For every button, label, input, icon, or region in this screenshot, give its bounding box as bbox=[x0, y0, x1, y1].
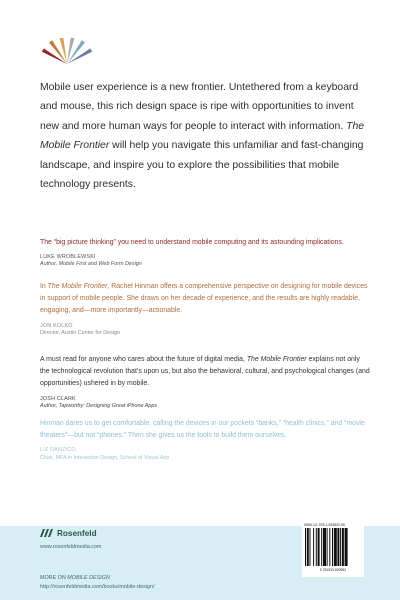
publisher-name: Rosenfeld bbox=[57, 528, 97, 538]
quote-author: LUKE WROBLEWSKI bbox=[40, 254, 96, 261]
intro-paragraph: Mobile user experience is a new frontier. Untethered from a keyboard and mouse, this rich design space is ripe with opportunities to invent new and more human ways for people to interact with information. The Mobile Frontier will help you navigate this unfamiliar and fast-changing landscape, and inspire you to explore the possibilities that mobile technology presents. bbox=[40, 82, 365, 191]
barcode-icon bbox=[305, 528, 361, 566]
publisher-brand bbox=[40, 528, 97, 538]
barcode-bar bbox=[323, 528, 326, 566]
book-url[interactable]: http://rosenfeldmedia.com/books/mobile-design/ bbox=[40, 584, 155, 590]
quote-jon-kolko bbox=[40, 281, 370, 337]
barcode-bar bbox=[345, 528, 348, 566]
isbn-text: ISBN-13: 978-1-933820-55 bbox=[304, 523, 345, 527]
barcode-bar bbox=[307, 528, 309, 566]
quote-liz-danzico bbox=[40, 418, 370, 462]
quote-josh-clark bbox=[40, 354, 370, 410]
isbn-barcode bbox=[302, 521, 364, 577]
barcode-bar bbox=[316, 528, 317, 566]
quote-text: Hinman dares us to get comfortable, calling the devices in our pockets “banks,” “health clinics,” and “movie theaters”—but not “phones.” Then she gives us the tools to build them ourselves. bbox=[40, 420, 365, 440]
quote-author-role: Author, Tapworthy: Designing Great iPhone Apps bbox=[40, 402, 158, 409]
rosenfeld-fan-logo bbox=[36, 38, 98, 64]
barcode-bar bbox=[332, 528, 333, 566]
more-on-label: MORE ON MOBILE DESIGN bbox=[40, 575, 110, 581]
quote-author: JON KOLKO bbox=[40, 322, 73, 329]
barcode-number: 9 781933 820552 bbox=[319, 568, 347, 572]
quote-text: The “big picture thinking” you need to understand mobile computing and its astounding implications. bbox=[40, 239, 344, 246]
rosenfeld-mark-icon bbox=[40, 529, 54, 537]
barcode-bar bbox=[329, 528, 330, 566]
barcode-bar bbox=[305, 528, 306, 566]
barcode-bar bbox=[342, 528, 344, 566]
quote-author: JOSH CLARK bbox=[40, 395, 76, 402]
quote-text: In The Mobile Frontier, Rachel Hinman offers a comprehensive perspective on designing for mobile devices in support of mobile people. She draws on her decade of experience, and the results are highly readable, engaging, and—more importantly—actionable. bbox=[40, 283, 368, 315]
barcode-bar bbox=[340, 528, 341, 566]
barcode-bar bbox=[327, 528, 328, 566]
barcode-bar bbox=[310, 528, 311, 566]
barcode-bar bbox=[337, 528, 339, 566]
quote-author-role: Author, Mobile First and Web Form Design bbox=[40, 261, 142, 268]
quote-author: LIZ DANZICO bbox=[40, 447, 76, 454]
quote-text: A must read for anyone who cares about the future of digital media, The Mobile Frontier explains not only the technological revolution that’s upon us, but also the behavioral, cultural, and psychological changes (and opportunities) ushered in by mobile. bbox=[40, 356, 370, 388]
barcode-bar bbox=[313, 528, 314, 566]
quote-luke-wroblewski bbox=[40, 237, 370, 268]
quote-author-role: Director, Austin Center for Design bbox=[40, 329, 120, 336]
publisher-website[interactable]: www.rosenfeldmedia.com bbox=[40, 544, 102, 550]
barcode-bar bbox=[318, 528, 320, 566]
quote-author-role: Chair, MFA in Interaction Design, School of Visual Arts bbox=[40, 454, 170, 461]
barcode-bar bbox=[334, 528, 337, 566]
barcode-bar bbox=[321, 528, 322, 566]
